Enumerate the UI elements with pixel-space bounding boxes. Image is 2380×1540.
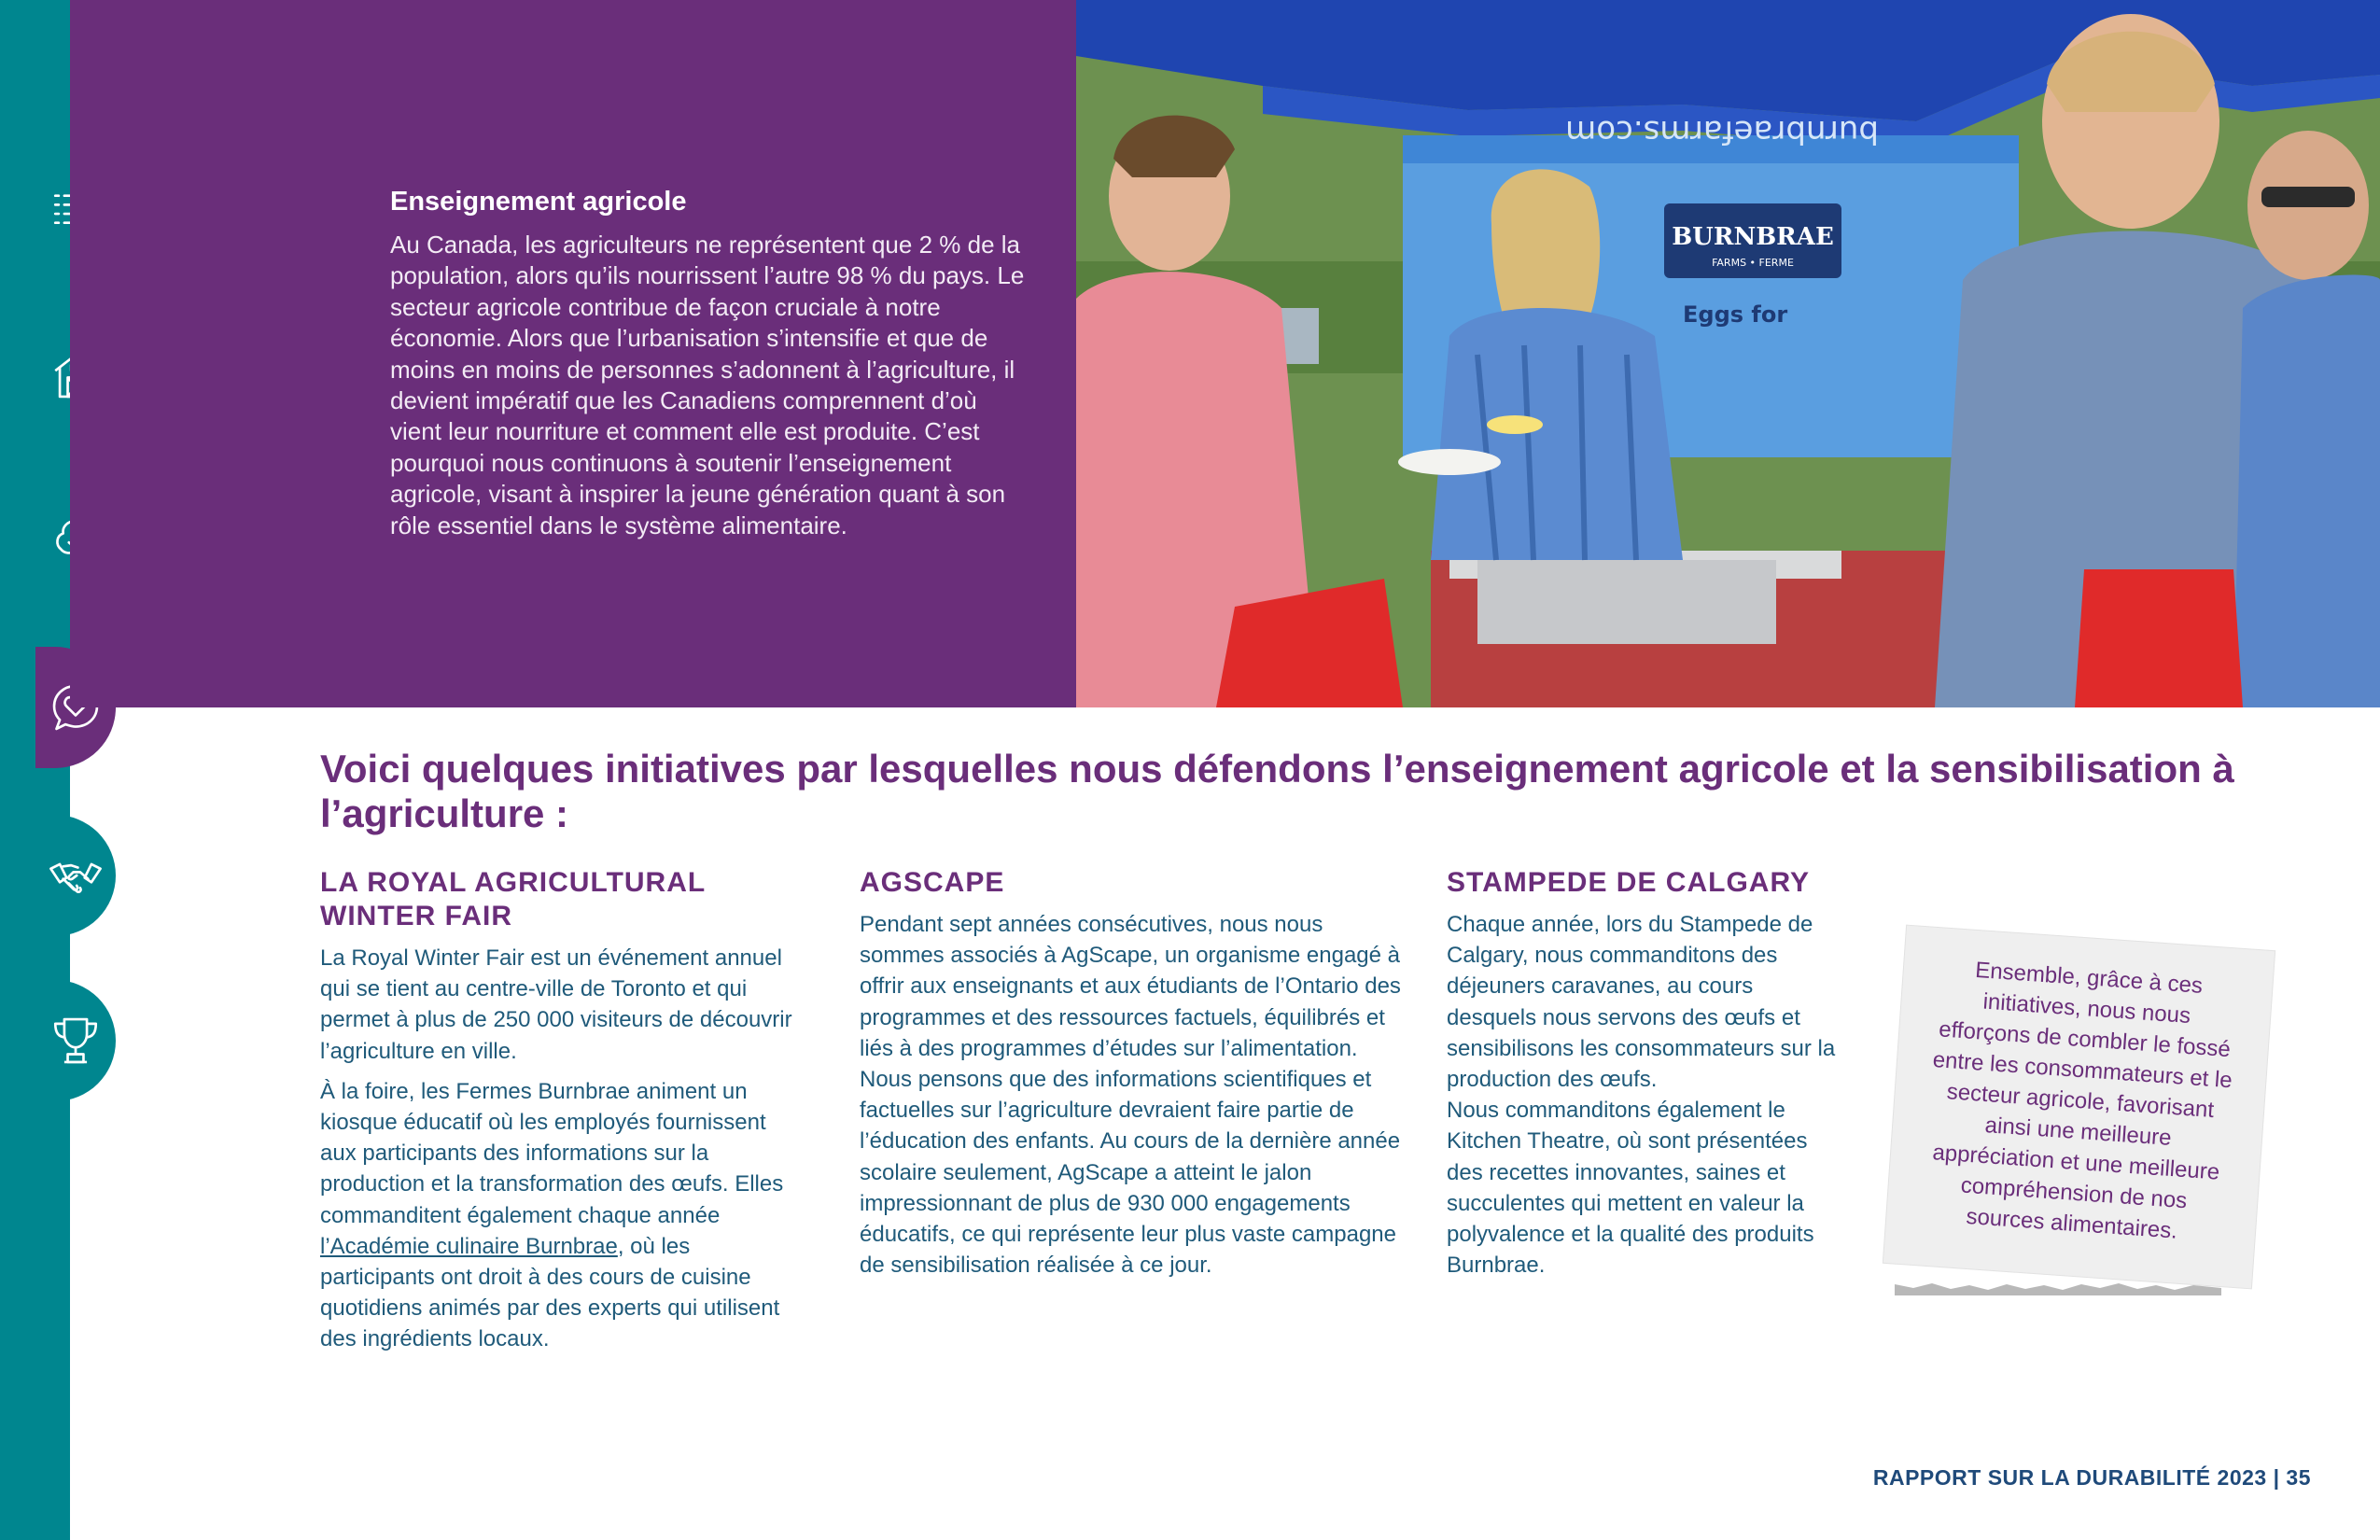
column-paragraph: Nous commanditons également le Kitchen Theatre, où sont présentées des recettes innovantes, saines et succulentes qui mettent en valeur la polyvalence et la qualité des produits Burnbrae.: [1447, 1098, 1814, 1279]
pull-quote-text: Ensemble, grâce à ces initiatives, nous nous efforçons de combler le fossé entre les consommateurs et le secteur agricole, favorisant ainsi une meilleure appréciation et une meilleure compréhension de nos sources alimentaires.: [1931, 957, 2233, 1244]
intro-panel: [70, 0, 1076, 707]
initiatives-intro: Voici quelques initiatives par lesquelles nous défendons l’enseignement agricole et la sensibilisation à l’agriculture :: [320, 747, 2234, 835]
column-paragraph: Pendant sept années consécutives, nous nous sommes associés à AgScape, un organisme engagé à offrir aux enseignants et aux étudiants de l’Ontario des programmes et des ressources factuels, équilibrés et liés à des programmes d’études sur l’alimentation. Nous pensons que des informations scientifiques et factuelles sur l’agriculture devraient faire partie de l’éducation des enfants. Au cours de la dernière année scolaire seulement, AgScape a atteint le jalon impressionnant de plus de 930 000 engagements éducatifs, ce qui représente leur plus vaste campagne de sensibilisation réalisée à ce jour.: [860, 912, 1401, 1279]
text-run: , où les participants ont droit à des cours de cuisine quotidiens animés par des experts qui utilisent des ingrédients locaux.: [320, 1233, 780, 1352]
torn-edge-decoration: [1895, 1281, 2221, 1295]
intro-paragraph: Au Canada, les agriculteurs ne représentent que 2 % de la population, alors qu’ils nourrissent l’autre 98 % du pays. Le secteur agricole contribue de façon cruciale à notre économie. Alors que l’urbanisation s’intensifie et que de moins en moins de personnes s’adonnent à l’agriculture, il devient impératif que les Canadiens comprennent d’où vient leur nourriture et comment elle est produite. C’est pourquoi nous continuons à soutenir l’enseignement agricole, visant à inspirer la jeune génération quant à son rôle essentiel dans le système alimentaire.: [390, 231, 1025, 539]
handshake-icon: [49, 848, 103, 903]
column-heading: AGSCAPE: [860, 867, 1005, 898]
culinary-academy-link[interactable]: l’Académie culinaire Burnbrae: [320, 1233, 618, 1259]
trophy-icon: [49, 1014, 103, 1068]
nav-tab-partnerships[interactable]: [35, 815, 116, 936]
column-paragraph: [320, 1076, 805, 1355]
column-paragraph: Chaque année, lors du Stampede de Calgary, nous commanditons des déjeuners caravanes, au cours desquels nous servons des œufs et sensibilisons les consommateurs sur la production des œufs.: [1447, 912, 1836, 1093]
logo-name: BURNBRAE: [1672, 223, 1834, 251]
section-title: Enseignement agricole: [390, 187, 687, 217]
event-photo: [1076, 0, 2380, 707]
logo-sub: FARMS • FERME: [1712, 257, 1794, 269]
column-royal-winter-fair: [320, 866, 805, 1355]
column-paragraph: La Royal Winter Fair est un événement annuel qui se tient au centre-ville de Toronto et qui permet à plus de 250 000 visiteurs de découvrir l’agriculture en ville.: [320, 945, 792, 1064]
photo-illustration: [1076, 0, 2380, 707]
page-footer: RAPPORT SUR LA DURABILITÉ 2023 | 35: [1872, 1465, 2311, 1490]
column-heading: LA ROYAL AGRICULTURAL WINTER FAIR: [320, 867, 706, 931]
column-agscape: [860, 866, 1401, 1281]
column-heading: STAMPEDE DE CALGARY: [1447, 867, 1811, 898]
pull-quote-note: [1883, 926, 2275, 1289]
banner-text: burnbraefarms.com: [1565, 113, 1879, 150]
text-run: À la foire, les Fermes Burnbrae animent un kiosque éducatif où les employés fournissent aux participants des informations sur la production et la transformation des œufs. Elles commanditent également chaque année: [320, 1078, 784, 1228]
column-calgary-stampede: [1447, 866, 1839, 1281]
nav-tab-awards[interactable]: [35, 980, 116, 1101]
banner-slogan: Eggs for: [1683, 301, 1788, 328]
